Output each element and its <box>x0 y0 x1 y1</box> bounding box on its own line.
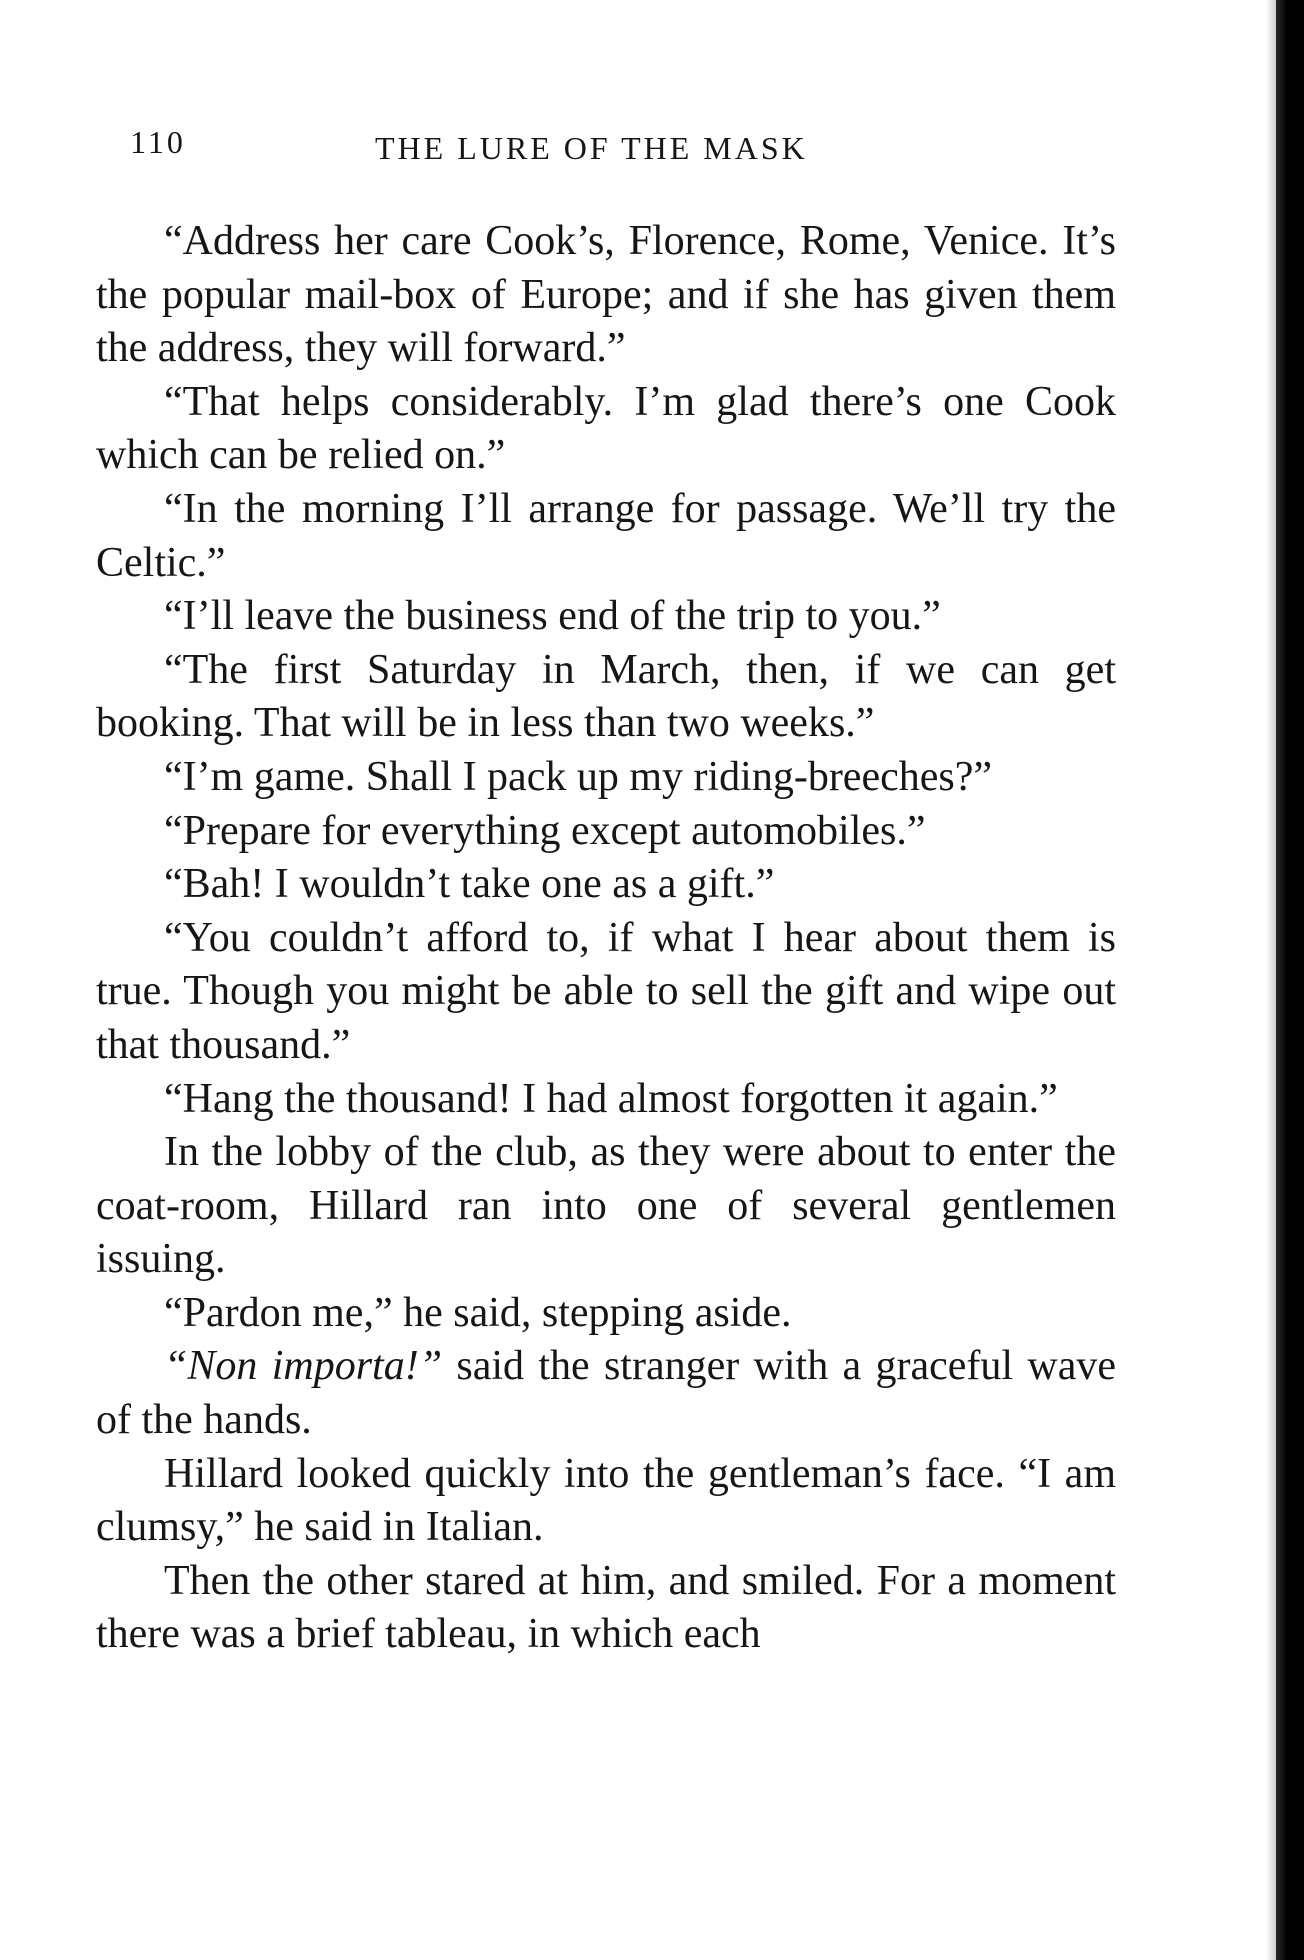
paragraph: “That helps considerably. I’m glad there’s one Cook which can be relied on.” <box>96 378 1116 479</box>
paragraph: “Prepare for everything except automobiles.” <box>164 807 926 854</box>
book-spine-edge <box>1276 0 1304 1960</box>
paragraph: “Bah! I wouldn’t take one as a gift.” <box>164 861 775 908</box>
italic-phrase: “Non importa!” <box>164 1343 443 1390</box>
paragraph: “Address her care Cook’s, Florence, Rome, Venice. It’s the popular mail-box of Europe; and if she has given them the address, they will forward.” <box>96 218 1116 372</box>
paragraph: “The first Saturday in March, then, if we can get booking. That will be in less than two weeks.” <box>96 646 1116 747</box>
paragraph <box>96 1340 1116 1447</box>
running-title: THE LURE OF THE MASK <box>375 130 808 166</box>
page-gutter-shadow <box>1266 0 1276 1960</box>
paragraph-text: said the stranger with a graceful wave of the hands. <box>96 1343 1116 1444</box>
page-number: 110 <box>130 124 186 160</box>
paragraph: “Pardon me,” he said, stepping aside. <box>164 1289 792 1336</box>
paragraph: “I’ll leave the business end of the trip to you.” <box>164 593 941 640</box>
paragraph: “In the morning I’ll arrange for passage. We’ll try the Celtic.” <box>96 485 1116 586</box>
paragraph: In the lobby of the club, as they were about to enter the coat-room, Hillard ran into one of several gentlemen issuing. <box>96 1129 1116 1283</box>
paragraph: Then the other stared at him, and smiled. For a moment there was a brief tableau, in which each <box>96 1557 1116 1658</box>
body-text <box>96 215 1116 1662</box>
paragraph: “I’m game. Shall I pack up my riding-breeches?” <box>164 753 993 800</box>
paragraph: “You couldn’t afford to, if what I hear about them is true. Though you might be able to sell the gift and wipe out that thousand.” <box>96 914 1116 1068</box>
running-header <box>130 124 1030 184</box>
paragraph: “Hang the thousand! I had almost forgotten it again.” <box>164 1075 1058 1122</box>
paragraph: Hillard looked quickly into the gentleman’s face. “I am clumsy,” he said in Italian. <box>96 1450 1116 1551</box>
